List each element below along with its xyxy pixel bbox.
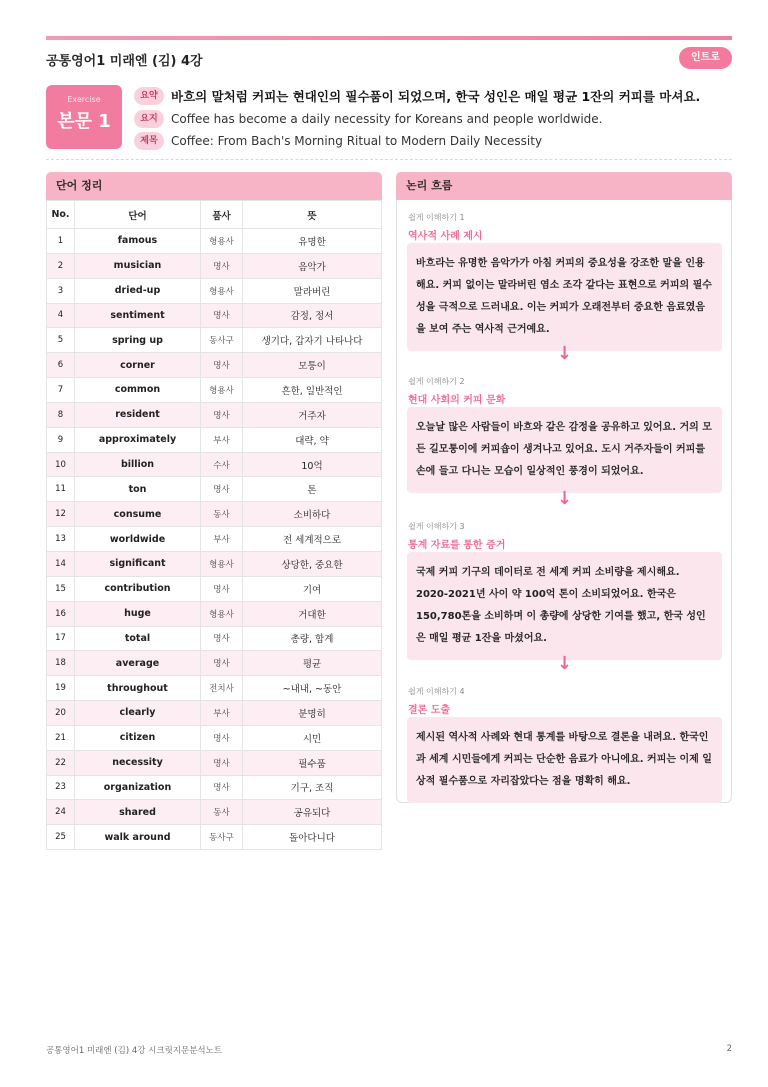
intro-button[interactable]: 인트로 xyxy=(679,47,732,69)
step-4-title: 결론 도출 xyxy=(408,705,451,716)
vocab-heading: 단어 정리 xyxy=(46,172,382,200)
vocab-pos: 명사 xyxy=(201,477,243,502)
step-3-body: 국제 커피 기구의 데이터로 전 세계 커피 소비량을 제시해요. 2020-2021년 사이 약 100억 톤이 소비되었어요. 한국은 150,780톤을 소비하며 이 총량에 상당한 기여를 했고, 한국 성인은 매일 평균 1잔을 마셨어요. xyxy=(407,552,722,660)
vocab-word: clearly xyxy=(75,701,201,726)
gist-row xyxy=(134,109,602,129)
vocab-no: 25 xyxy=(47,825,75,850)
vocab-pos: 부사 xyxy=(201,427,243,452)
vocab-row xyxy=(47,551,382,576)
vocab-meaning: ~내내, ~동안 xyxy=(243,676,382,701)
vocab-meaning: 소비하다 xyxy=(243,502,382,527)
flow-heading: 논리 흐름 xyxy=(396,172,732,200)
vocab-row xyxy=(47,576,382,601)
vocab-pos: 명사 xyxy=(201,626,243,651)
vocab-row xyxy=(47,402,382,427)
summary-text: 바흐의 말처럼 커피는 현대인의 필수품이 되었으며, 한국 성인은 매일 평균 1잔의 커피를 마셔요. xyxy=(171,89,701,104)
title-tag: 제목 xyxy=(134,132,164,150)
vocab-no: 21 xyxy=(47,725,75,750)
vocab-meaning: 전 세계적으로 xyxy=(243,527,382,552)
vocab-meaning: 생기다, 갑자기 나타나다 xyxy=(243,328,382,353)
vocab-pos: 동사구 xyxy=(201,328,243,353)
vocab-word: throughout xyxy=(75,676,201,701)
vocab-word: walk around xyxy=(75,825,201,850)
vocab-pos: 형용사 xyxy=(201,229,243,254)
vocab-table xyxy=(46,200,382,850)
vocab-header-row xyxy=(47,201,382,229)
vocab-row xyxy=(47,527,382,552)
vocab-pos: 명사 xyxy=(201,750,243,775)
vocab-pos: 형용사 xyxy=(201,378,243,403)
vocab-row xyxy=(47,229,382,254)
gist-tag: 요지 xyxy=(134,110,164,128)
vocab-no: 19 xyxy=(47,676,75,701)
vocab-no: 15 xyxy=(47,576,75,601)
vocab-pos: 명사 xyxy=(201,576,243,601)
vocab-no: 3 xyxy=(47,278,75,303)
vocab-word: total xyxy=(75,626,201,651)
vocab-meaning: 말라버린 xyxy=(243,278,382,303)
step-1-body: 바흐라는 유명한 음악가가 아침 커피의 중요성을 강조한 말을 인용해요. 커피 없이는 말라버린 염소 조각 같다는 표현으로 커피의 필수성을 극적으로 드러내요. 이는 커피가 오래전부터 중요한 음료였음을 보여 주는 역사적 근거예요. xyxy=(407,243,722,351)
vocab-no: 17 xyxy=(47,626,75,651)
vocab-pos: 명사 xyxy=(201,725,243,750)
vocab-meaning: 감정, 정서 xyxy=(243,303,382,328)
vocab-word: significant xyxy=(75,551,201,576)
vocab-row xyxy=(47,502,382,527)
vocab-no: 6 xyxy=(47,353,75,378)
vocab-meaning: 흔한, 일반적인 xyxy=(243,378,382,403)
col-no: No. xyxy=(47,201,75,229)
vocab-pos: 형용사 xyxy=(201,551,243,576)
step-4-body: 제시된 역사적 사례와 현대 통계를 바탕으로 결론을 내려요. 한국인과 세계 시민들에게 커피는 단순한 음료가 아니에요. 커피는 이제 일상적 필수품으로 자리잡았다는 점을 명확히 해요. xyxy=(407,717,722,803)
vocab-no: 12 xyxy=(47,502,75,527)
title-row xyxy=(134,131,542,151)
page-number: 2 xyxy=(726,1044,732,1054)
vocab-no: 1 xyxy=(47,229,75,254)
top-accent-bar xyxy=(46,36,732,40)
col-meaning: 뜻 xyxy=(243,201,382,229)
summary-row xyxy=(134,86,700,106)
vocab-pos: 형용사 xyxy=(201,278,243,303)
vocab-word: average xyxy=(75,651,201,676)
vocab-meaning: 톤 xyxy=(243,477,382,502)
vocab-no: 23 xyxy=(47,775,75,800)
vocab-pos: 명사 xyxy=(201,775,243,800)
vocab-no: 10 xyxy=(47,452,75,477)
vocab-no: 22 xyxy=(47,750,75,775)
vocab-row xyxy=(47,278,382,303)
step-2-body: 오늘날 많은 사람들이 바흐와 같은 감정을 공유하고 있어요. 거의 모든 길모퉁이에 커피숍이 생겨나고 있어요. 도시 거주자들이 커피를 손에 들고 다니는 모습이 일상적인 풍경이 되었어요. xyxy=(407,407,722,493)
title-text: Coffee: From Bach's Morning Ritual to Modern Daily Necessity xyxy=(171,134,543,148)
vocab-word: consume xyxy=(75,502,201,527)
vocab-word: citizen xyxy=(75,725,201,750)
col-pos: 품사 xyxy=(201,201,243,229)
vocab-word: sentiment xyxy=(75,303,201,328)
vocab-pos: 명사 xyxy=(201,353,243,378)
step-1-label: 쉽게 이해하기 1 xyxy=(408,213,465,222)
gist-text: Coffee has become a daily necessity for Koreans and people worldwide. xyxy=(171,112,603,126)
vocab-meaning: 평균 xyxy=(243,651,382,676)
vocab-word: organization xyxy=(75,775,201,800)
vocab-no: 5 xyxy=(47,328,75,353)
vocab-no: 8 xyxy=(47,402,75,427)
step-3-label: 쉽게 이해하기 3 xyxy=(408,522,465,531)
vocab-meaning: 돌아다니다 xyxy=(243,825,382,850)
arrow-down-icon: ↓ xyxy=(557,343,573,364)
vocab-no: 4 xyxy=(47,303,75,328)
document-title: 공통영어1 미래엔 (김) 4강 xyxy=(46,54,203,69)
vocab-word: necessity xyxy=(75,750,201,775)
vocab-no: 11 xyxy=(47,477,75,502)
vocab-pos: 부사 xyxy=(201,701,243,726)
vocab-row xyxy=(47,353,382,378)
vocab-row xyxy=(47,651,382,676)
vocab-word: approximately xyxy=(75,427,201,452)
summary-tag: 요약 xyxy=(134,87,164,105)
vocab-no: 9 xyxy=(47,427,75,452)
vocab-word: worldwide xyxy=(75,527,201,552)
vocab-no: 7 xyxy=(47,378,75,403)
vocab-row xyxy=(47,253,382,278)
vocab-no: 2 xyxy=(47,253,75,278)
vocab-word: spring up xyxy=(75,328,201,353)
step-2-title: 현대 사회의 커피 문화 xyxy=(408,395,506,406)
vocab-row xyxy=(47,328,382,353)
vocab-row xyxy=(47,601,382,626)
arrow-down-icon: ↓ xyxy=(557,653,573,674)
vocab-word: shared xyxy=(75,800,201,825)
vocab-pos: 명사 xyxy=(201,303,243,328)
step-2-label: 쉽게 이해하기 2 xyxy=(408,377,465,386)
vocab-pos: 동사 xyxy=(201,800,243,825)
step-1-title: 역사적 사례 제시 xyxy=(408,231,483,242)
vocab-word: huge xyxy=(75,601,201,626)
vocab-row xyxy=(47,452,382,477)
vocab-row xyxy=(47,427,382,452)
vocab-row xyxy=(47,477,382,502)
vocab-meaning: 유명한 xyxy=(243,229,382,254)
vocab-word: famous xyxy=(75,229,201,254)
vocab-meaning: 총량, 합계 xyxy=(243,626,382,651)
vocab-row xyxy=(47,701,382,726)
vocab-meaning: 대략, 약 xyxy=(243,427,382,452)
vocab-no: 13 xyxy=(47,527,75,552)
vocab-meaning: 음악가 xyxy=(243,253,382,278)
vocab-row xyxy=(47,626,382,651)
vocab-no: 16 xyxy=(47,601,75,626)
exercise-name: 본문 1 xyxy=(57,111,111,132)
vocab-word: common xyxy=(75,378,201,403)
logic-flow-panel xyxy=(396,200,732,803)
vocab-row xyxy=(47,825,382,850)
vocab-no: 20 xyxy=(47,701,75,726)
vocab-word: corner xyxy=(75,353,201,378)
vocab-row xyxy=(47,676,382,701)
divider xyxy=(46,159,732,160)
vocab-pos: 형용사 xyxy=(201,601,243,626)
vocab-no: 24 xyxy=(47,800,75,825)
vocab-row xyxy=(47,303,382,328)
vocab-meaning: 상당한, 중요한 xyxy=(243,551,382,576)
vocab-row xyxy=(47,725,382,750)
vocab-no: 18 xyxy=(47,651,75,676)
vocab-word: billion xyxy=(75,452,201,477)
col-word: 단어 xyxy=(75,201,201,229)
vocab-word: ton xyxy=(75,477,201,502)
vocab-meaning: 분명히 xyxy=(243,701,382,726)
footer-text: 공통영어1 미래엔 (김) 4강 시크릿지문분석노트 xyxy=(46,1046,223,1056)
vocab-no: 14 xyxy=(47,551,75,576)
vocab-pos: 명사 xyxy=(201,253,243,278)
vocab-pos: 동사 xyxy=(201,502,243,527)
vocab-pos: 수사 xyxy=(201,452,243,477)
vocab-pos: 명사 xyxy=(201,402,243,427)
vocab-row xyxy=(47,750,382,775)
vocab-meaning: 시민 xyxy=(243,725,382,750)
vocab-meaning: 공유되다 xyxy=(243,800,382,825)
vocab-meaning: 거주자 xyxy=(243,402,382,427)
vocab-pos: 부사 xyxy=(201,527,243,552)
vocab-row xyxy=(47,775,382,800)
vocab-pos: 명사 xyxy=(201,651,243,676)
vocab-meaning: 기구, 조직 xyxy=(243,775,382,800)
step-4-label: 쉽게 이해하기 4 xyxy=(408,687,465,696)
step-3-title: 통계 자료를 통한 증거 xyxy=(408,540,506,551)
vocab-row xyxy=(47,800,382,825)
vocab-word: dried-up xyxy=(75,278,201,303)
vocab-meaning: 모퉁이 xyxy=(243,353,382,378)
vocab-meaning: 필수품 xyxy=(243,750,382,775)
vocab-word: musician xyxy=(75,253,201,278)
exercise-badge xyxy=(46,85,122,149)
arrow-down-icon: ↓ xyxy=(557,488,573,509)
vocab-pos: 동사구 xyxy=(201,825,243,850)
vocab-word: contribution xyxy=(75,576,201,601)
vocab-pos: 전치사 xyxy=(201,676,243,701)
vocab-row xyxy=(47,378,382,403)
exercise-label: Exercise xyxy=(67,95,101,104)
vocab-meaning: 기여 xyxy=(243,576,382,601)
vocab-meaning: 10억 xyxy=(243,452,382,477)
vocab-meaning: 거대한 xyxy=(243,601,382,626)
vocab-word: resident xyxy=(75,402,201,427)
